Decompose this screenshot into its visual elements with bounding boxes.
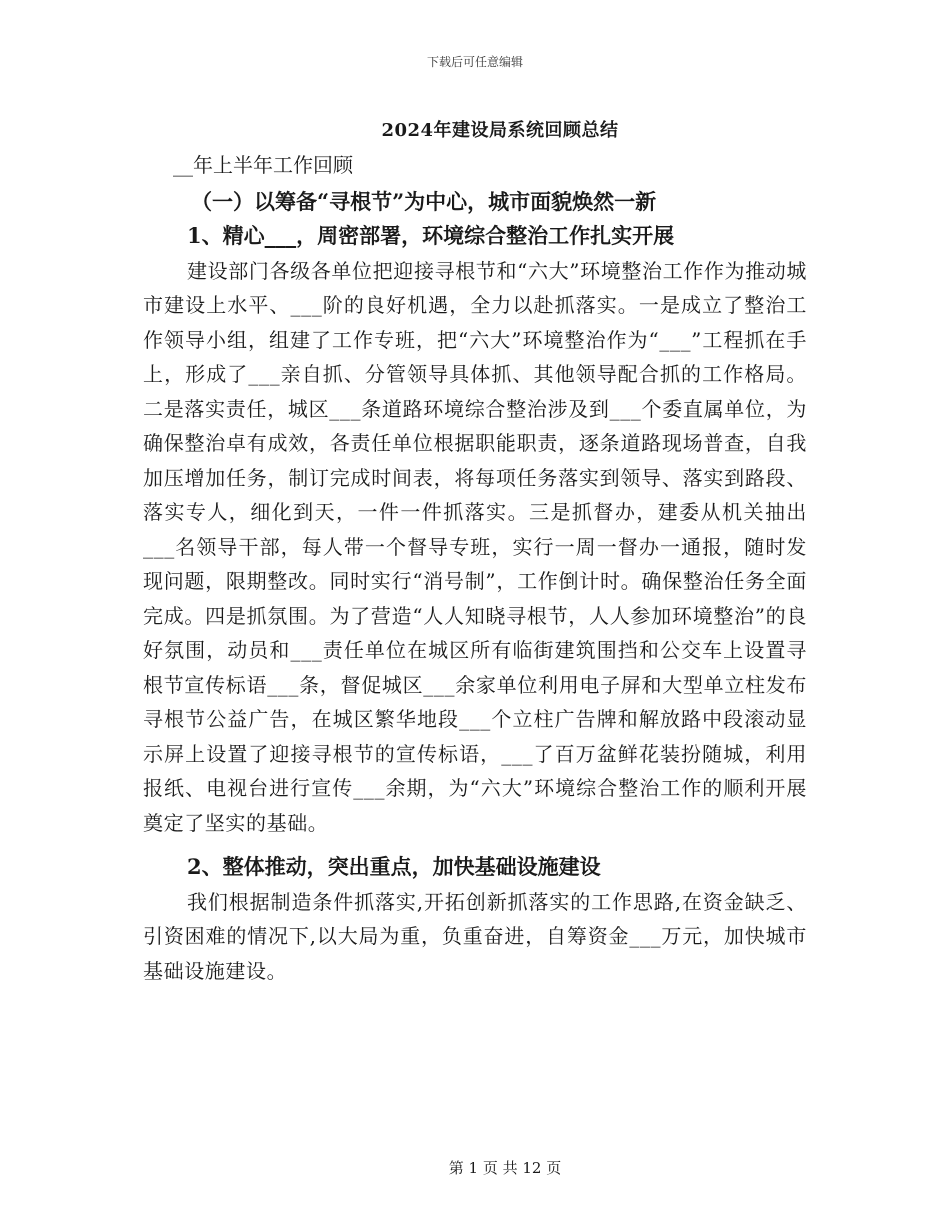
paragraph-2: 我们根据制造条件抓落实,开拓创新抓落实的工作思路,在资金缺乏、引资困难的情况下,以大局为重，负重奋进，自筹资金___万元，加快城市基础设施建设。 [143,889,807,983]
document-body [143,148,807,988]
paragraph-1: 建设部门各级各单位把迎接寻根节和“六大”环境整治工作作为推动城市建设上水平、___阶的良好机遇，全力以赴抓落实。一是成立了整治工作领导小组，组建了工作专班，把“六大”环境整治作为“___”工程抓在手上，形成了___亲自抓、分管领导具体抓、其他领导配合抓的工作格局。二是落实责任，城区___条道路环境综合整治涉及到___个委直属单位，为确保整治卓有成效，各责任单位根据职能职责，逐条道路现场普查，自我加压增加任务，制订完成时间表，将每项任务落实到领导、落实到路段、落实专人，细化到天，一件一件抓落实。三是抓督办，建委从机关抽出___名领导干部，每人带一个督导专班，实行一周一督办一通报，随时发现问题，限期整改。同时实行“消号制”，工作倒计时。确保整治任务全面完成。四是抓氛围。为了营造“人人知晓寻根节，人人参加环境整治”的良好氛围，动员和___责任单位在城区所有临街建筑围挡和公交车上设置寻根节宣传标语___条，督促城区___余家单位利用电子屏和大型单立柱发布寻根节公益广告，在城区繁华地段___个立柱广告牌和解放路中段滚动显示屏上设置了迎接寻根节的宣传标语，___了百万盆鲜花装扮随城，利用报纸、电视台进行宣传___余期，为“六大”环境综合整治工作的顺利开展奠定了坚实的基础。 [143,258,807,835]
section-heading: （一）以筹备“寻根节”为中心，城市面貌焕然一新 [191,188,657,214]
document-title: 2024年建设局系统回顾总结 [381,120,619,141]
intro-line: __年上半年工作回顾 [173,153,353,177]
subsection-heading-1: 1、精心___，周密部署，环境综合整治工作扎实开展 [187,223,675,248]
header-note: 下载后可任意编辑 [426,55,523,69]
page-footer: 第 1 页 共 12 页 [448,1159,562,1177]
subsection-heading-2: 2、整体推动，突出重点，加快基础设施建设 [187,854,601,879]
